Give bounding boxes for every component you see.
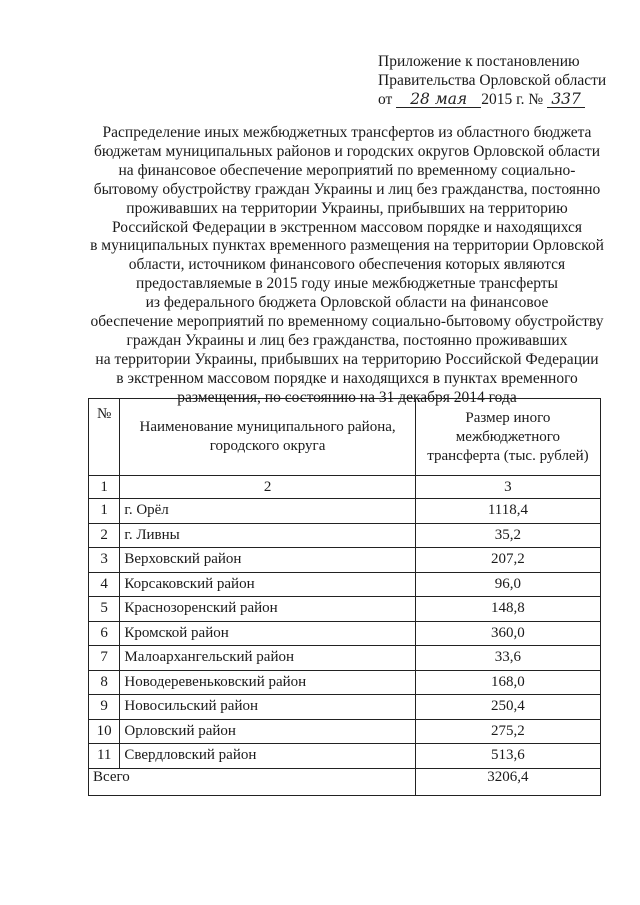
row-amount: 168,0	[415, 670, 600, 695]
row-no: 9	[89, 695, 120, 720]
row-amount: 207,2	[415, 548, 600, 573]
title-line: из федерального бюджета Орловской области на финансовое	[145, 294, 549, 312]
row-name: Кромской район	[120, 621, 415, 646]
row-name: г. Орёл	[120, 499, 415, 524]
row-no: 7	[89, 646, 120, 671]
table-row	[89, 572, 601, 597]
table-row	[89, 499, 601, 524]
table-header-row	[89, 399, 601, 476]
title-line: в муниципальных пунктах временного размещения на территории Орловской	[90, 237, 604, 255]
table-row	[89, 548, 601, 573]
handwritten-number: 337	[547, 92, 585, 108]
row-no: 11	[89, 744, 120, 769]
row-no: 3	[89, 548, 120, 573]
title-line: в экстренном массовом порядке и находящихся в пунктах временного	[116, 369, 578, 387]
row-name: Новодеревеньковский район	[120, 670, 415, 695]
title-line: размещения, по состоянию на 31 декабря 2014 года	[177, 388, 517, 406]
row-no: 2	[89, 523, 120, 548]
header-no: №	[89, 399, 120, 476]
row-amount: 148,8	[415, 597, 600, 622]
date-prefix: от	[378, 91, 393, 108]
table-row	[89, 523, 601, 548]
appendix-date-line	[378, 90, 628, 109]
transfer-table	[88, 398, 601, 796]
table-row	[89, 695, 601, 720]
appendix-line-2: Правительства Орловской области	[378, 72, 607, 89]
row-amount: 360,0	[415, 621, 600, 646]
row-name: Малоархангельский район	[120, 646, 415, 671]
title-line: на территории Украины, прибывших на территорию Российской Федерации	[95, 350, 599, 368]
table-row	[89, 744, 601, 769]
year-text: 2015 г. №	[481, 91, 544, 108]
row-amount: 250,4	[415, 695, 600, 720]
total-label: Всего	[89, 768, 416, 795]
title-line: проживавших на территории Украины, прибывших на территорию	[126, 199, 568, 217]
title-line: Распределение иных межбюджетных трансфертов из областного бюджета	[102, 124, 592, 141]
title-line: на финансовое обеспечение мероприятий по временному социально-	[118, 161, 576, 179]
row-amount: 35,2	[415, 523, 600, 548]
row-no: 6	[89, 621, 120, 646]
appendix-header	[378, 52, 628, 109]
table-row	[89, 670, 601, 695]
handwritten-date: 28 мая	[396, 92, 481, 108]
table-row	[89, 621, 601, 646]
title-line: обеспечение мероприятий по временному социально-бытовому обустройству	[90, 313, 604, 331]
table-row	[89, 719, 601, 744]
document-title	[84, 124, 610, 408]
row-name: Корсаковский район	[120, 572, 415, 597]
row-no: 4	[89, 572, 120, 597]
column-number: 1	[89, 476, 120, 499]
row-amount: 1118,4	[415, 499, 600, 524]
title-line: бытовому обустройству граждан Украины и лиц без гражданства, постоянно	[93, 180, 601, 198]
column-number: 3	[415, 476, 600, 499]
table-row	[89, 597, 601, 622]
row-no: 1	[89, 499, 120, 524]
row-name: г. Ливны	[120, 523, 415, 548]
row-name: Орловский район	[120, 719, 415, 744]
title-line: области, источником финансового обеспечения которых являются	[128, 256, 566, 274]
title-line: бюджетам муниципальных районов и городских округов Орловской области	[93, 142, 601, 160]
row-no: 5	[89, 597, 120, 622]
table-row	[89, 646, 601, 671]
total-row	[89, 768, 601, 795]
header-amount: Размер иного межбюджетного трансферта (тыс. рублей)	[415, 399, 600, 476]
column-number-row	[89, 476, 601, 499]
row-no: 8	[89, 670, 120, 695]
row-amount: 96,0	[415, 572, 600, 597]
row-amount: 513,6	[415, 744, 600, 769]
row-amount: 275,2	[415, 719, 600, 744]
row-name: Свердловский район	[120, 744, 415, 769]
title-line: предоставляемые в 2015 году иные межбюджетные трансферты	[136, 275, 558, 293]
row-name: Новосильский район	[120, 695, 415, 720]
row-name: Верховский район	[120, 548, 415, 573]
row-amount: 33,6	[415, 646, 600, 671]
total-amount: 3206,4	[415, 768, 600, 795]
appendix-line-1: Приложение к постановлению	[378, 53, 580, 70]
header-name: Наименование муниципального района, городского округа	[120, 399, 415, 476]
row-no: 10	[89, 719, 120, 744]
row-name: Краснозоренский район	[120, 597, 415, 622]
title-line: Российской Федерации в экстренном массовом порядке и находящихся	[111, 218, 583, 236]
column-number: 2	[120, 476, 415, 499]
title-line: граждан Украины и лиц без гражданства, постоянно проживавших	[126, 331, 568, 349]
